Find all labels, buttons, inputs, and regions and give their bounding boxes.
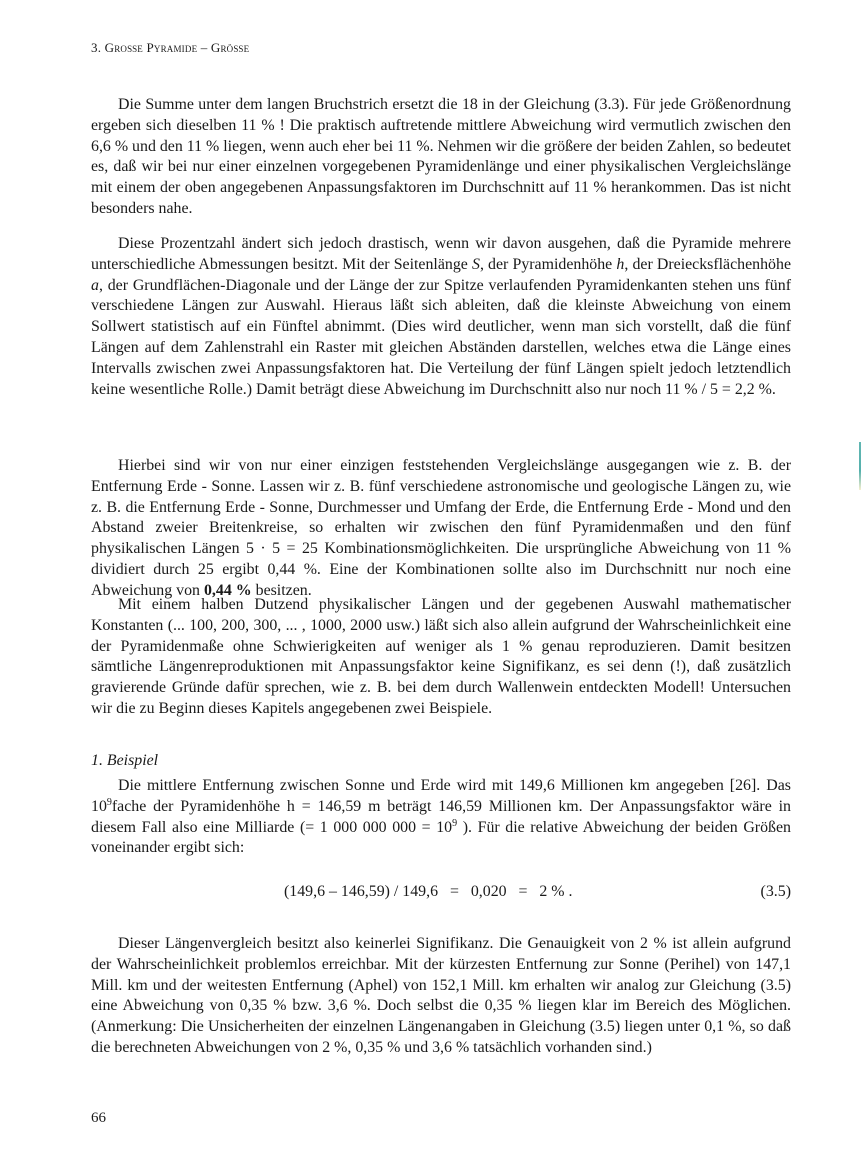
text-segment: , der Grundflächen-Diagonale und der Länge der zur Spitze verlaufenden Pyramidenkanten stehen uns fünf verschiedene Längen zur Auswahl. Hieraus läßt sich ableiten, daß die kleinste Abweichung von einem Sollwert statistisch auf ein Fünftel abnimmt. (Dies wird deutlicher, wenn man sich vorstellt, daß die fünf Längen auf dem Zahlenstrahl ein Raster mit gleichen Abständen darstellen, welches etwa die Länge eines Intervalls zwischen zwei Anpassungsfaktoren hat. Die Verteilung der fünf Längen spielt jedoch letztendlich keine wesentliche Rolle.) Damit beträgt diese Abweichung im Durchschnitt also nur noch 11 % / 5 = 2,2 %. — [91, 276, 791, 398]
equation-expression: (149,6 – 146,59) / 149,6 = 0,020 = 2 % . — [284, 883, 573, 900]
text-segment: a — [91, 276, 99, 294]
paragraph-text — [91, 934, 791, 1059]
paragraph-text — [91, 456, 791, 602]
paragraph-text — [91, 595, 791, 720]
running-header: 3. Große Pyramide – Größe — [91, 40, 250, 55]
paragraph-text — [91, 95, 791, 220]
text-segment: , der Dreiecksflächenhöhe — [624, 255, 791, 273]
text-segment: 9 — [106, 796, 112, 808]
text-segment: Hierbei sind wir von nur einer einzigen feststehenden Vergleichslänge ausgegangen wie z. B. der Entfernung Erde - Sonne. Lassen wir z. B. fünf verschiedene astronomische und geologische Längen zu, wie z. B. die Entfernung Erde - Sonne, Durchmesser und Umfang der Erde, die Entfernung Erde - Mond und den Abstand zweier Breitenkreise, so erhalten wir zwischen den fünf Pyramidenmaßen und den fünf physikalischen Längen 5 · 5 = 25 Kombinationsmöglichkeiten. Die ursprüngliche Abweichung von 11 % dividiert durch 25 ergibt 0,44 %. Eine der Kombinationen sollte also im Durchschnitt nur noch eine Abweichung von — [91, 457, 791, 599]
text-segment: Diese Prozentzahl ändert sich jedoch drastisch, wenn wir davon ausgehen, daß die Pyramide mehrere unterschiedliche Abmessungen besitzt. Mit der Seitenlänge — [91, 235, 791, 273]
text-segment: Dieser Längenvergleich besitzt also keinerlei Signifikanz. Die Genauigkeit von 2 % ist allein aufgrund der Wahrscheinlichkeit problemlos erreichbar. Mit der kürzesten Entfernung zur Sonne (Perihel) von 147,1 Mill. km und der weitesten Entfernung (Aphel) von 152,1 Mill. km erhalten wir analog zur Gleichung (3.5) eine Abweichung von 0,35 % bzw. 3,6 %. Doch selbst die 0,35 % liegen klar im Bereich des Möglichen. (Anmerkung: Die Unsicherheiten der einzelnen Längenangaben in Gleichung (3.5) liegen unter 0,1 %, so daß die berechneten Abweichungen von 2 %, 0,35 % und 3,6 % tatsächlich vorhanden sind.) — [91, 935, 791, 1056]
text-segment: ). Für die relative Abweichung der beiden Größen voneinander ergibt sich: — [91, 818, 791, 857]
paragraph-2 — [91, 234, 791, 400]
text-segment: Die mittlere Entfernung zwischen Sonne und Erde wird mit 149,6 Millionen km angegeben [26]. Das 10 — [91, 777, 791, 815]
page-number: 66 — [91, 1110, 106, 1126]
paragraph-1 — [91, 95, 791, 220]
equation-3-5 — [91, 883, 791, 905]
equation-number: (3.5) — [760, 883, 791, 900]
text-segment: S — [471, 255, 480, 273]
section-heading: 1. Beispiel — [91, 752, 159, 769]
paragraph-4 — [91, 595, 791, 720]
paragraph-text — [91, 776, 791, 859]
paragraph-6 — [91, 934, 791, 1059]
text-segment: Mit einem halben Dutzend physikalischer Längen und der gegebenen Auswahl mathematischer Konstanten (... 100, 200, 300, ... , 1000, 2000 usw.) läßt sich also allein aufgrund der Wahrscheinlichkeit eine der Pyramidenmaße ohne Schwierigkeiten auf weniger als 1 % genau reproduzieren. Damit besitzen sämtliche Längenreproduktionen mit Anpassungsfaktor keine Signifikanz, es sei denn (!), daß zusätzlich gravierende Gründe dafür sprechen, wie z. B. bei dem durch Wallenwein entdeckten Modell! Untersuchen wir die zu Beginn dieses Kapitels angegebenen zwei Beispiele. — [91, 596, 791, 717]
text-segment: besitzen. — [251, 581, 312, 599]
text-segment: fache der Pyramidenhöhe h = 146,59 m beträgt 146,59 Millionen km. Der Anpassungsfaktor wäre in diesem Fall also eine Milliarde (= 1 000 000 000 = 10 — [91, 797, 791, 836]
text-segment: 0,44 % — [203, 581, 252, 599]
text-segment: Die Summe unter dem langen Bruchstrich ersetzt die 18 in der Gleichung (3.3). Für jede Größenordnung ergeben sich dieselben 11 % ! Die praktisch auftretende mittlere Abweichung wird vermutlich zwischen den 6,6 % und den 11 % liegen, wenn auch eher bei 11 %. Nehmen wir die größere der beiden Zahlen, so bedeutet es, daß wir bei nur einer einzelnen vorgegebenen Pyramidenlänge und einer physikalischen Vergleichslänge mit einem der oben angegebenen Anpassungsfaktoren im Durchschnitt auf 11 % herankommen. Das ist nicht besonders nahe. — [91, 96, 791, 217]
text-segment: , der Pyramidenhöhe — [479, 255, 617, 273]
paragraph-3 — [91, 456, 791, 602]
text-segment: h — [616, 255, 625, 273]
text-segment: 9 — [452, 817, 458, 829]
paragraph-5 — [91, 776, 791, 859]
paragraph-text — [91, 234, 791, 400]
